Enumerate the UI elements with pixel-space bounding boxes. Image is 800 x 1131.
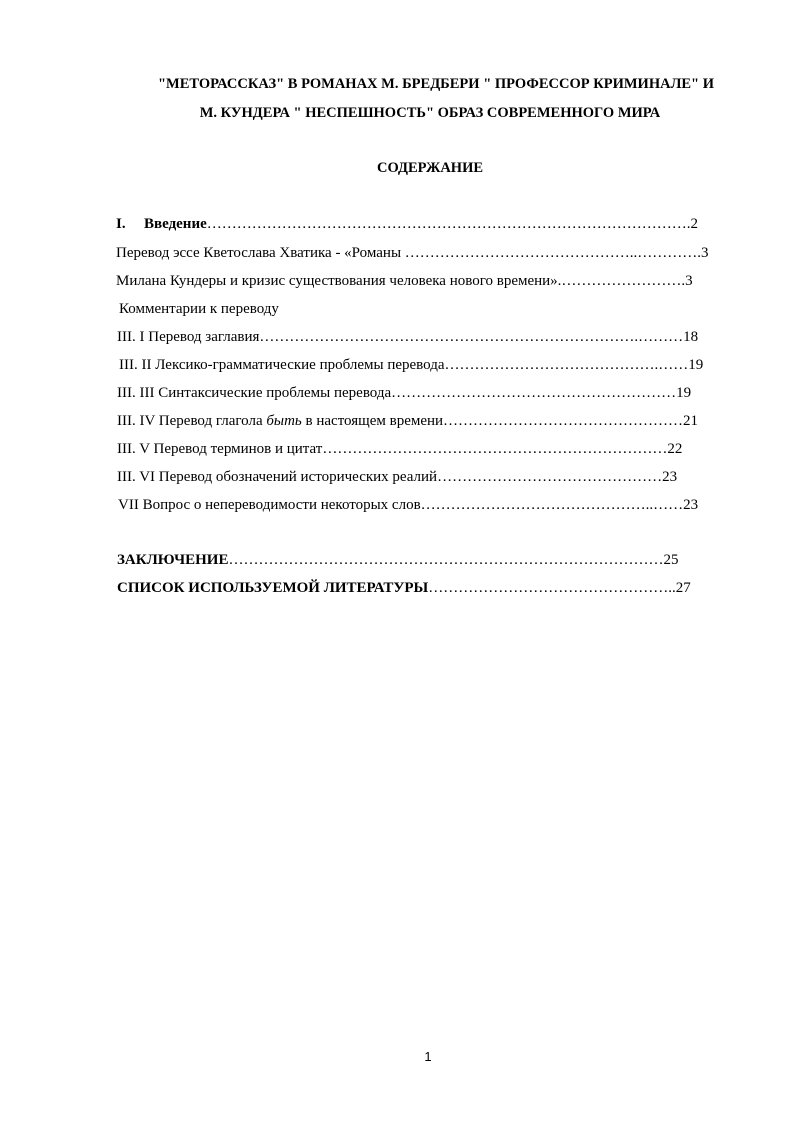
toc-entry-commentary: Комментарии к переводу — [119, 301, 279, 317]
toc-entry-literature-label: СПИСОК ИСПОЛЬЗУЕМОЙ ЛИТЕРАТУРЫ — [117, 580, 429, 596]
toc-heading: СОДЕРЖАНИЕ — [376, 160, 484, 176]
toc-entry-lexical: III. II Лексико-грамматические проблемы перевода…………………………………….……19 — [119, 357, 704, 373]
toc-entry-terms: III. V Перевод терминов и цитат……………………………………………………………22 — [117, 441, 683, 457]
toc-entry-verb — [117, 412, 698, 430]
toc-entry-realia: III. VI Перевод обозначений исторических реалий………………………………………23 — [117, 469, 678, 485]
toc-entry-verb-suffix: в настоящем времени…………………………………………21 — [301, 413, 699, 429]
toc-entry-title-translation: III. I Перевод заглавия………………………………………………………………….………18 — [117, 329, 699, 345]
toc-entry-untranslatable: VII Вопрос о непереводимости некоторых слов………………………………………..……23 — [118, 497, 699, 513]
toc-entry-leader: …………………………………………………………………………………….2 — [206, 216, 699, 232]
document-title-line-1: "МЕТОРАССКАЗ" В РОМАНАХ М. БРЕДБЕРИ " ПРОФЕССОР КРИМИНАЛЕ" И — [157, 76, 714, 92]
toc-entry-conclusion-label: ЗАКЛЮЧЕНИЕ — [117, 552, 229, 568]
toc-entry-number: I. — [116, 216, 126, 232]
toc-entry-verb-italic: быть — [266, 413, 302, 429]
toc-entry-conclusion — [117, 551, 678, 569]
toc-entry-literature — [117, 579, 691, 597]
toc-entry-translation: Перевод эссе Кветослава Хватика - «Романы ………………………………………..………….3 — [116, 245, 709, 261]
toc-entry-kundera: Милана Кундеры и кризис существования человека нового времени».…………………….3 — [116, 273, 693, 289]
document-title-line-2: М. КУНДЕРА " НЕСПЕШНОСТЬ" ОБРАЗ СОВРЕМЕННОГО МИРА — [199, 105, 661, 121]
toc-entry-verb-prefix: III. IV Перевод глагола — [117, 413, 267, 429]
toc-entry-conclusion-leader: ……………………………………………………………………………25 — [228, 552, 679, 568]
page-number: 1 — [424, 1049, 432, 1064]
toc-entry-intro — [116, 215, 698, 233]
toc-entry-syntax: III. III Синтаксические проблемы перевода…………………………………………………19 — [117, 385, 692, 401]
toc-entry-label: Введение — [144, 216, 207, 232]
toc-entry-literature-leader: …………………………………………..27 — [428, 580, 691, 596]
